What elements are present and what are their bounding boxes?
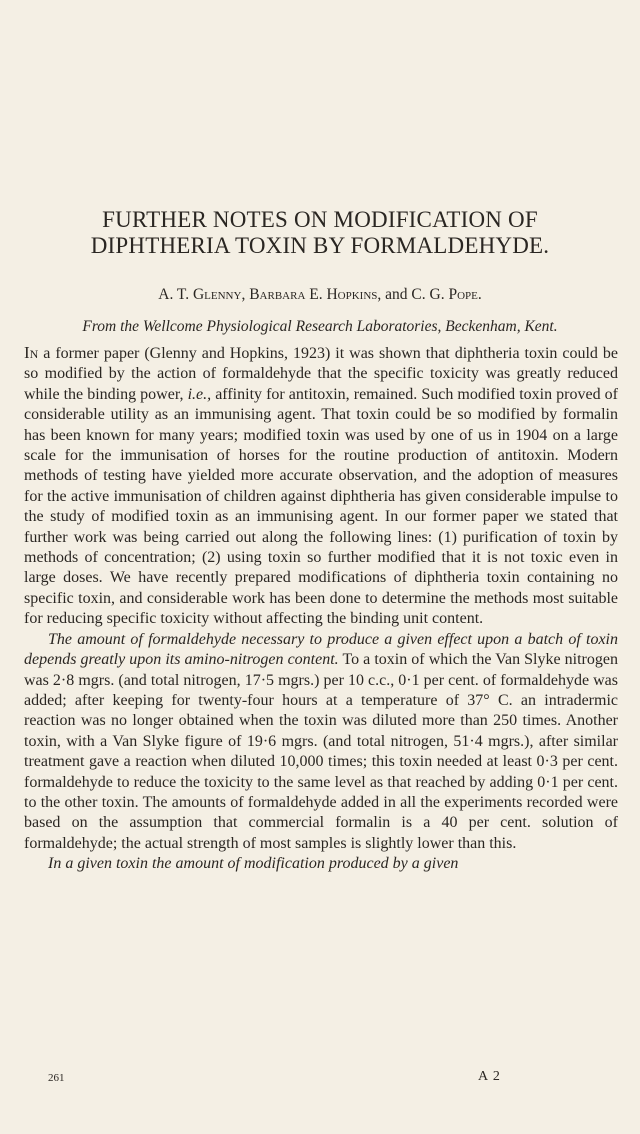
paragraph-2-italic: The amount of formaldehyde necessary to produce a given effect upon a batch of toxin depends greatly upon its amino-nitrogen content. [24, 630, 618, 669]
paragraph-3-italic: In a given toxin the amount of modification produced by a given [48, 855, 459, 873]
author-end: . [477, 286, 482, 303]
paragraph-3 [24, 854, 618, 874]
paragraph-1 [24, 343, 618, 630]
paragraph-1-lead: In [24, 343, 39, 362]
author-3-initials: C. G. [411, 286, 449, 303]
title-line-1: FURTHER NOTES ON MODIFICATION OF [102, 207, 538, 232]
signature-mark: A 2 [478, 1069, 501, 1084]
author-list [20, 286, 620, 304]
paragraph-1-text: a former paper (Glenny and Hopkins, 1923) it was shown that diphtheria toxin could be so modified by the action of formaldehyde that the specific toxicity was greatly reduced while the binding power, [24, 345, 618, 403]
body-text [24, 343, 618, 875]
paragraph-2-text: To a toxin of which the Van Slyke nitrogen was 2·8 mgrs. (and total nitrogen, 17·5 mgrs.) per 10 c.c., 0·1 per cent. of formaldehyde was added; after keeping for twenty-four hours at a temperature of 37° C. an intradermic reaction was no longer obtained when the toxin was diluted more than 250 times. Another toxin, with a Van Slyke figure of 19·6 mgrs. (and total nitrogen, 51·4 mgrs.), after similar treatment gave a reaction when diluted 10,000 times; this toxin needed at least 0·3 per cent. formaldehyde to reduce the toxicity to the same level as that reached by adding 0·1 per cent. to the other toxin. The amounts of formaldehyde added in all the experiments recorded were based on the assumption that commercial formalin is a 40 per cent. solution of formaldehyde; the actual strength of most samples is slightly lower than this. [24, 651, 618, 852]
author-2-name: Barbara E. Hopkins [249, 286, 378, 303]
paragraph-1-text-2: affinity for antitoxin, remained. Such modified toxin proved of considerable utility as an immunising agent. That toxin could be so modified by formalin has been known for many years; modified toxin was used by one of us in 1904 on a large scale for the immunisation of horses for the routine production of antitoxin. Modern methods of testing have yielded more accurate observation, and the adoption of measures for the active immunisation of children against diphtheria has given considerable impulse to the study of modified toxin as an immunising agent. In our former paper we stated that further work was being carried out along the following lines: (1) purification of toxin by methods of concentration; (2) using toxin so further modified that it is not toxic even in large doses. We have recently prepared modifications of diphtheria toxin containing no specific toxin, and considerable work has been done to determine the methods most suitable for reducing specific toxicity without affecting the binding unit content. [24, 385, 619, 628]
author-1-initials: A. T. [158, 286, 193, 303]
affiliation: From the Wellcome Physiological Research Laboratories, Beckenham, Kent. [82, 318, 558, 335]
author-3-name: Pope [448, 286, 478, 303]
page-number: 261 [48, 1072, 65, 1084]
title-line-2: DIPHTHERIA TOXIN BY FORMALDEHYDE. [90, 233, 550, 258]
paragraph-2 [24, 630, 618, 854]
author-sep-1: , [241, 286, 250, 303]
paragraph-1-ie: i.e., [187, 385, 212, 403]
author-sep-2: , and [377, 286, 412, 303]
author-1-name: Glenny [192, 286, 242, 303]
